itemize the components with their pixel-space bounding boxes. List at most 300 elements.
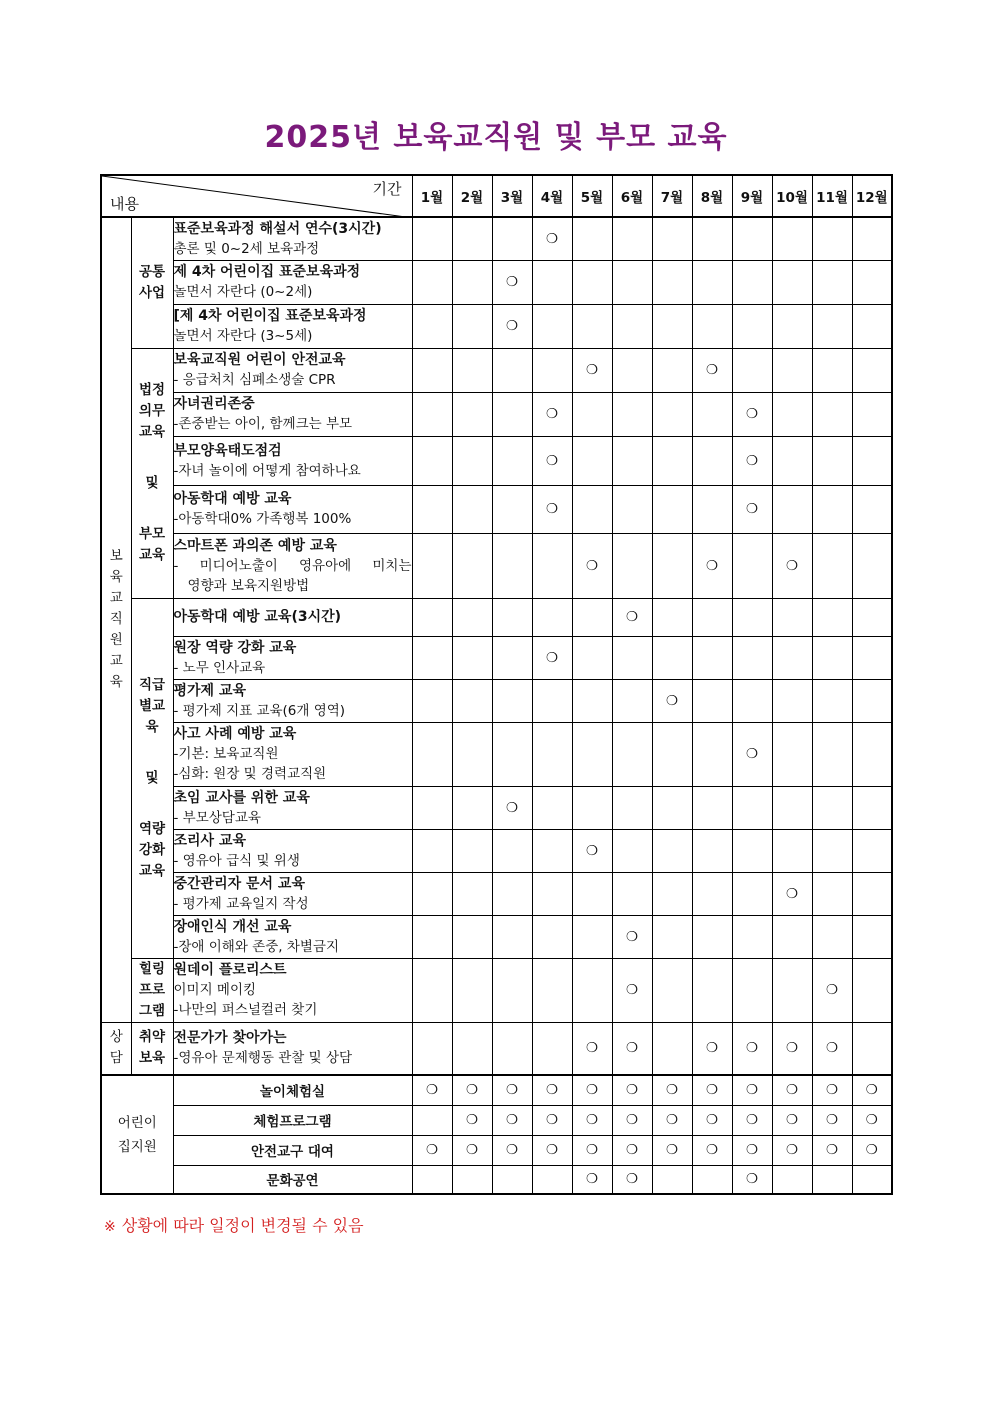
month-cell-10 xyxy=(772,679,812,722)
course-title: 평가제 교육 xyxy=(173,682,246,699)
month-cell-4 xyxy=(532,1135,572,1165)
course-cell xyxy=(173,304,412,348)
month-cell-8 xyxy=(692,1135,732,1165)
category-mandatory xyxy=(131,348,173,598)
month-cell-7 xyxy=(652,304,692,348)
month-cell-8 xyxy=(692,1105,732,1135)
course-cell xyxy=(173,348,412,392)
month-cell-4 xyxy=(532,533,572,598)
scheduled-mark-icon: ❍ xyxy=(705,1142,719,1158)
month-cell-9 xyxy=(732,872,772,915)
course-row xyxy=(101,915,892,958)
month-cell-4 xyxy=(532,1105,572,1135)
month-cell-5 xyxy=(572,722,612,786)
month-cell-5 xyxy=(572,915,612,958)
month-cell-8 xyxy=(692,392,732,436)
month-cell-5 xyxy=(572,1105,612,1135)
month-cell-7 xyxy=(652,260,692,304)
month-cell-8 xyxy=(692,915,732,958)
scheduled-mark-icon: ❍ xyxy=(705,362,719,378)
month-cell-6 xyxy=(612,348,652,392)
month-cell-4 xyxy=(532,636,572,679)
scheduled-mark-icon: ❍ xyxy=(745,1142,759,1158)
scheduled-mark-icon: ❍ xyxy=(505,1142,519,1158)
month-cell-8 xyxy=(692,636,732,679)
month-cell-5 xyxy=(572,829,612,872)
month-cell-7 xyxy=(652,636,692,679)
month-cell-10 xyxy=(772,485,812,533)
month-cell-7 xyxy=(652,1135,692,1165)
course-detail: - 평가제 지표 교육(6개 영역) xyxy=(173,702,346,719)
course-title: 부모양육태도점검 xyxy=(173,442,282,459)
category-mandatory-part-2: 및 xyxy=(145,475,159,491)
category-common-part-0: 공통사업 xyxy=(138,263,166,301)
month-cell-3 xyxy=(492,1075,532,1105)
page-title: 2025년 보육교직원 및 부모 교육 xyxy=(264,120,728,155)
scheduled-mark-icon: ❍ xyxy=(625,1040,639,1057)
category-job-part-0: 직급별교육 xyxy=(138,676,166,735)
month-cell-10 xyxy=(772,436,812,485)
course-detail: -존중받는 아이, 함께크는 부모 xyxy=(173,416,353,432)
month-cell-8 xyxy=(692,260,732,304)
month-cell-7 xyxy=(652,217,692,260)
course-detail: -나만의 퍼스널컬러 찾기 xyxy=(173,1002,318,1018)
course-cell xyxy=(173,872,412,915)
content-label: 내용 xyxy=(110,195,139,213)
course-cell xyxy=(173,436,412,485)
course-row xyxy=(101,679,892,722)
course-detail: - 영유아 급식 및 위생 xyxy=(173,852,300,869)
scheduled-mark-icon: ❍ xyxy=(425,1142,439,1158)
month-cell-7 xyxy=(652,872,692,915)
program-name: 놀이체험실 xyxy=(173,1075,412,1105)
scheduled-mark-icon: ❍ xyxy=(585,842,599,859)
course-row xyxy=(101,392,892,436)
scheduled-mark-icon: ❍ xyxy=(665,1142,679,1158)
month-cell-3 xyxy=(492,829,532,872)
month-cell-9 xyxy=(732,915,772,958)
scheduled-mark-icon: ❍ xyxy=(785,1040,799,1057)
month-cell-4 xyxy=(532,598,572,636)
month-cell-10 xyxy=(772,636,812,679)
header-diagonal-cell xyxy=(101,175,412,217)
month-cell-9 xyxy=(732,1105,772,1135)
month-cell-8 xyxy=(692,304,732,348)
month-cell-5 xyxy=(572,260,612,304)
month-header-12: 12월 xyxy=(852,175,892,217)
month-cell-10 xyxy=(772,1075,812,1105)
course-cell xyxy=(173,722,412,786)
scheduled-mark-icon: ❍ xyxy=(745,452,759,469)
month-header-3: 3월 xyxy=(492,175,532,217)
month-cell-2 xyxy=(452,679,492,722)
month-cell-5 xyxy=(572,485,612,533)
course-title: 전문가가 찾아가는 xyxy=(173,1030,287,1047)
child-program-row xyxy=(101,1075,892,1105)
month-cell-3 xyxy=(492,436,532,485)
month-cell-9 xyxy=(732,1165,772,1194)
month-cell-6 xyxy=(612,304,652,348)
course-title: 조리사 교육 xyxy=(173,832,246,849)
month-cell-9 xyxy=(732,304,772,348)
month-cell-5 xyxy=(572,1022,612,1075)
month-cell-2 xyxy=(452,304,492,348)
month-cell-6 xyxy=(612,958,652,1022)
month-cell-9 xyxy=(732,958,772,1022)
scheduled-mark-icon: ❍ xyxy=(545,406,559,422)
category-consult-text: 상담 xyxy=(109,1029,123,1067)
month-cell-11 xyxy=(812,217,852,260)
month-cell-10 xyxy=(772,1165,812,1194)
month-cell-12 xyxy=(852,958,892,1022)
month-cell-8 xyxy=(692,533,732,598)
month-cell-9 xyxy=(732,436,772,485)
month-cell-12 xyxy=(852,348,892,392)
course-title: 사고 사례 예방 교육 xyxy=(173,726,297,742)
month-cell-1 xyxy=(412,872,452,915)
month-cell-11 xyxy=(812,872,852,915)
month-cell-1 xyxy=(412,915,452,958)
month-cell-7 xyxy=(652,1105,692,1135)
month-header-6: 6월 xyxy=(612,175,652,217)
child-program-row xyxy=(101,1165,892,1194)
scheduled-mark-icon: ❍ xyxy=(625,982,639,998)
month-cell-2 xyxy=(452,598,492,636)
month-cell-7 xyxy=(652,958,692,1022)
month-cell-4 xyxy=(532,1022,572,1075)
category-healing-part-0: 힐링프로그램 xyxy=(138,960,166,1019)
scheduled-mark-icon: ❍ xyxy=(705,557,719,574)
month-cell-1 xyxy=(412,260,452,304)
category-child-center xyxy=(101,1075,173,1194)
category-mandatory-part-4: 부모교육 xyxy=(138,526,166,563)
month-cell-12 xyxy=(852,598,892,636)
course-title: 표준보육과정 해설서 연수(3시간) xyxy=(173,220,382,237)
scheduled-mark-icon: ❍ xyxy=(825,1112,839,1128)
scheduled-mark-icon: ❍ xyxy=(825,982,839,998)
month-cell-4 xyxy=(532,829,572,872)
month-cell-6 xyxy=(612,1165,652,1194)
month-cell-8 xyxy=(692,1165,732,1194)
month-cell-12 xyxy=(852,1022,892,1075)
month-cell-3 xyxy=(492,722,532,786)
month-cell-9 xyxy=(732,786,772,829)
month-cell-5 xyxy=(572,1165,612,1194)
course-title: 초임 교사를 위한 교육 xyxy=(173,789,310,806)
month-cell-5 xyxy=(572,533,612,598)
course-detail: - 평가제 교육일지 작성 xyxy=(173,895,309,912)
scheduled-mark-icon: ❍ xyxy=(785,557,799,574)
month-cell-2 xyxy=(452,722,492,786)
spacer xyxy=(132,443,173,473)
month-cell-9 xyxy=(732,485,772,533)
month-cell-11 xyxy=(812,392,852,436)
month-cell-6 xyxy=(612,217,652,260)
month-cell-3 xyxy=(492,636,532,679)
scheduled-mark-icon: ❍ xyxy=(625,1142,639,1158)
month-cell-12 xyxy=(852,786,892,829)
month-cell-11 xyxy=(812,485,852,533)
month-cell-12 xyxy=(852,915,892,958)
month-cell-6 xyxy=(612,598,652,636)
category-mandatory-part-0: 법정의무교육 xyxy=(138,382,166,440)
scheduled-mark-icon: ❍ xyxy=(505,1082,519,1099)
course-detail: 이미지 메이킹 xyxy=(173,982,257,998)
month-cell-6 xyxy=(612,636,652,679)
month-cell-11 xyxy=(812,722,852,786)
month-cell-6 xyxy=(612,872,652,915)
course-detail: - 응급처치 심폐소생술 CPR xyxy=(173,372,336,388)
month-cell-5 xyxy=(572,786,612,829)
header-row xyxy=(101,175,892,217)
course-title: 중간관리자 문서 교육 xyxy=(173,875,305,892)
month-cell-5 xyxy=(572,872,612,915)
month-cell-4 xyxy=(532,679,572,722)
category-job-part-2: 및 xyxy=(145,769,159,786)
course-title: 제 4차 어린이집 표준보육과정 xyxy=(173,264,361,280)
month-cell-2 xyxy=(452,958,492,1022)
month-cell-7 xyxy=(652,829,692,872)
month-cell-10 xyxy=(772,872,812,915)
month-cell-10 xyxy=(772,1105,812,1135)
scheduled-mark-icon: ❍ xyxy=(705,1040,719,1057)
course-row xyxy=(101,829,892,872)
month-cell-9 xyxy=(732,1022,772,1075)
month-cell-3 xyxy=(492,217,532,260)
month-cell-9 xyxy=(732,722,772,786)
month-cell-6 xyxy=(612,1075,652,1105)
month-cell-2 xyxy=(452,829,492,872)
month-cell-1 xyxy=(412,1165,452,1194)
month-cell-1 xyxy=(412,392,452,436)
scheduled-mark-icon: ❍ xyxy=(745,1112,759,1128)
scheduled-mark-icon: ❍ xyxy=(785,1112,799,1128)
month-cell-1 xyxy=(412,533,452,598)
month-cell-1 xyxy=(412,722,452,786)
course-cell xyxy=(173,533,412,598)
month-header-5: 5월 xyxy=(572,175,612,217)
month-cell-1 xyxy=(412,829,452,872)
course-detail: 놀면서 자란다 (0~2세) xyxy=(173,284,313,300)
month-cell-12 xyxy=(852,1135,892,1165)
month-cell-11 xyxy=(812,598,852,636)
course-detail: -장애 이해와 존중, 차별금지 xyxy=(173,938,339,955)
scheduled-mark-icon: ❍ xyxy=(545,1112,559,1128)
month-cell-10 xyxy=(772,304,812,348)
scheduled-mark-icon: ❍ xyxy=(705,1112,719,1128)
month-cell-10 xyxy=(772,348,812,392)
scheduled-mark-icon: ❍ xyxy=(745,406,759,422)
month-cell-2 xyxy=(452,260,492,304)
month-cell-11 xyxy=(812,1135,852,1165)
month-cell-4 xyxy=(532,348,572,392)
scheduled-mark-icon: ❍ xyxy=(745,1082,759,1099)
month-cell-1 xyxy=(412,636,452,679)
month-cell-10 xyxy=(772,958,812,1022)
category-job xyxy=(131,598,173,958)
course-title: 스마트폰 과의존 예방 교육 xyxy=(173,537,337,554)
scheduled-mark-icon: ❍ xyxy=(545,452,559,469)
month-cell-11 xyxy=(812,348,852,392)
month-cell-1 xyxy=(412,217,452,260)
month-cell-8 xyxy=(692,722,732,786)
course-detail: 총론 및 0~2세 보육과정 xyxy=(173,240,320,257)
scheduled-mark-icon: ❍ xyxy=(665,1112,679,1128)
month-cell-9 xyxy=(732,533,772,598)
month-cell-12 xyxy=(852,436,892,485)
scheduled-mark-icon: ❍ xyxy=(505,274,519,290)
course-detail: -자녀 놀이에 어떻게 참여하나요 xyxy=(173,462,361,479)
scheduled-mark-icon: ❍ xyxy=(585,1112,599,1128)
course-row xyxy=(101,217,892,260)
scheduled-mark-icon: ❍ xyxy=(825,1142,839,1158)
month-cell-3 xyxy=(492,872,532,915)
month-cell-11 xyxy=(812,636,852,679)
month-header-2: 2월 xyxy=(452,175,492,217)
month-cell-5 xyxy=(572,679,612,722)
month-cell-4 xyxy=(532,722,572,786)
course-cell xyxy=(173,958,412,1022)
category-child-center-text: 어린이집지원 xyxy=(117,1114,157,1155)
month-cell-6 xyxy=(612,1022,652,1075)
course-cell xyxy=(173,829,412,872)
month-cell-2 xyxy=(452,872,492,915)
month-cell-6 xyxy=(612,786,652,829)
course-row xyxy=(101,598,892,636)
scheduled-mark-icon: ❍ xyxy=(865,1082,878,1099)
scheduled-mark-icon: ❍ xyxy=(745,746,759,762)
month-cell-3 xyxy=(492,533,532,598)
course-title: 장애인식 개선 교육 xyxy=(173,918,292,935)
scheduled-mark-icon: ❍ xyxy=(505,318,519,334)
course-row xyxy=(101,348,892,392)
month-cell-2 xyxy=(452,1165,492,1194)
month-cell-12 xyxy=(852,260,892,304)
month-cell-4 xyxy=(532,786,572,829)
course-cell xyxy=(173,679,412,722)
month-cell-3 xyxy=(492,1165,532,1194)
month-cell-2 xyxy=(452,1022,492,1075)
month-cell-8 xyxy=(692,436,732,485)
scheduled-mark-icon: ❍ xyxy=(865,1142,878,1158)
month-cell-5 xyxy=(572,1075,612,1105)
scheduled-mark-icon: ❍ xyxy=(705,1082,719,1099)
month-cell-3 xyxy=(492,1135,532,1165)
month-cell-2 xyxy=(452,1135,492,1165)
month-cell-6 xyxy=(612,260,652,304)
month-cell-8 xyxy=(692,872,732,915)
month-cell-8 xyxy=(692,1075,732,1105)
program-name: 문화공연 xyxy=(173,1165,412,1194)
month-cell-5 xyxy=(572,598,612,636)
course-cell xyxy=(173,485,412,533)
month-cell-10 xyxy=(772,598,812,636)
course-cell xyxy=(173,915,412,958)
month-cell-3 xyxy=(492,1105,532,1135)
month-cell-6 xyxy=(612,436,652,485)
month-cell-6 xyxy=(612,722,652,786)
month-cell-2 xyxy=(452,436,492,485)
scheduled-mark-icon: ❍ xyxy=(745,501,759,517)
course-detail: - 부모상담교육 xyxy=(173,809,261,826)
schedule-note xyxy=(104,1213,364,1236)
category-vulnerable xyxy=(131,1022,173,1075)
course-cell xyxy=(173,598,412,636)
scheduled-mark-icon: ❍ xyxy=(785,1142,799,1158)
month-cell-8 xyxy=(692,679,732,722)
course-title: [제 4차 어린이집 표준보육과정 xyxy=(173,308,367,324)
month-cell-6 xyxy=(612,829,652,872)
month-header-8: 8월 xyxy=(692,175,732,217)
scheduled-mark-icon: ❍ xyxy=(545,1082,559,1099)
course-cell xyxy=(173,636,412,679)
month-cell-11 xyxy=(812,958,852,1022)
month-cell-9 xyxy=(732,348,772,392)
scheduled-mark-icon: ❍ xyxy=(585,1082,599,1099)
month-cell-5 xyxy=(572,348,612,392)
month-cell-11 xyxy=(812,786,852,829)
month-cell-12 xyxy=(852,533,892,598)
scheduled-mark-icon: ❍ xyxy=(545,1142,559,1158)
course-title: 원데이 플로리스트 xyxy=(173,962,287,978)
month-cell-5 xyxy=(572,392,612,436)
month-cell-6 xyxy=(612,915,652,958)
course-row xyxy=(101,485,892,533)
month-cell-7 xyxy=(652,436,692,485)
month-cell-10 xyxy=(772,786,812,829)
month-header-9: 9월 xyxy=(732,175,772,217)
month-cell-4 xyxy=(532,485,572,533)
month-cell-2 xyxy=(452,348,492,392)
scheduled-mark-icon: ❍ xyxy=(585,1142,599,1158)
month-cell-1 xyxy=(412,348,452,392)
month-cell-9 xyxy=(732,679,772,722)
month-cell-8 xyxy=(692,485,732,533)
month-cell-8 xyxy=(692,1022,732,1075)
diagonal-line xyxy=(102,176,413,218)
month-cell-9 xyxy=(732,260,772,304)
month-cell-8 xyxy=(692,348,732,392)
month-cell-11 xyxy=(812,1022,852,1075)
month-cell-6 xyxy=(612,392,652,436)
note-text: 상황에 따라 일정이 변경될 수 있음 xyxy=(121,1216,364,1235)
month-cell-1 xyxy=(412,786,452,829)
scheduled-mark-icon: ❍ xyxy=(545,649,559,666)
schedule-table xyxy=(100,174,893,1195)
month-cell-7 xyxy=(652,348,692,392)
month-header-10: 10월 xyxy=(772,175,812,217)
month-cell-12 xyxy=(852,1075,892,1105)
course-row xyxy=(101,436,892,485)
month-cell-1 xyxy=(412,1105,452,1135)
month-cell-2 xyxy=(452,217,492,260)
month-cell-2 xyxy=(452,786,492,829)
month-cell-10 xyxy=(772,260,812,304)
month-header-4: 4월 xyxy=(532,175,572,217)
month-cell-9 xyxy=(732,636,772,679)
course-detail: -심화: 원장 및 경력교직원 xyxy=(173,766,327,782)
month-cell-7 xyxy=(652,722,692,786)
scheduled-mark-icon: ❍ xyxy=(545,230,559,247)
course-detail: 영향과 보육지원방법 xyxy=(187,577,310,594)
month-cell-6 xyxy=(612,1105,652,1135)
category-main-edu-text: 보육교직원교육 xyxy=(109,548,123,691)
month-cell-9 xyxy=(732,217,772,260)
month-cell-4 xyxy=(532,1165,572,1194)
course-row xyxy=(101,958,892,1022)
month-cell-9 xyxy=(732,598,772,636)
category-common xyxy=(131,217,173,348)
